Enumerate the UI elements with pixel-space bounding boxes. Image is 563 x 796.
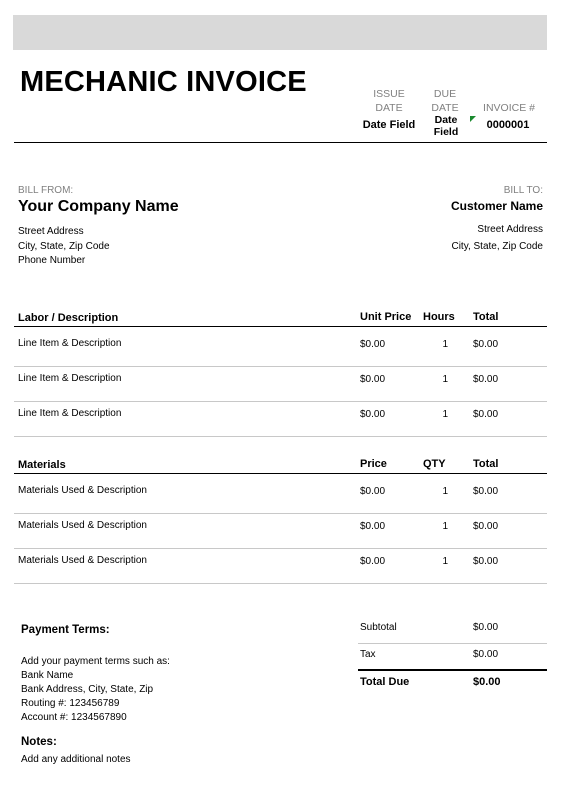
materials-row-1-description[interactable]: Materials Used & Description xyxy=(18,485,147,496)
labor-row-1-total: $0.00 xyxy=(473,339,499,350)
comment-marker-icon xyxy=(470,116,476,122)
labor-row-3-total: $0.00 xyxy=(473,409,499,420)
labor-row-3-unit-price[interactable]: $0.00 xyxy=(360,409,386,420)
invoice-title: MECHANIC INVOICE xyxy=(20,66,307,98)
from-phone-number[interactable]: Phone Number xyxy=(18,255,86,266)
issue-date-label-line2: DATE xyxy=(375,102,403,114)
materials-row-1-total: $0.00 xyxy=(473,486,499,497)
due-date-field[interactable] xyxy=(428,114,464,136)
from-street-address[interactable]: Street Address xyxy=(18,226,84,237)
labor-row-3-divider xyxy=(14,436,547,437)
materials-row-3-divider xyxy=(14,583,547,584)
labor-header-description: Labor / Description xyxy=(18,312,119,324)
labor-row-2-hours[interactable]: 1 xyxy=(442,374,448,385)
issue-date-label-line1: ISSUE xyxy=(373,88,405,100)
subtotal-value: $0.00 xyxy=(473,622,499,633)
header-divider xyxy=(14,142,547,143)
labor-header-hours: Hours xyxy=(423,311,455,323)
materials-row-3-total: $0.00 xyxy=(473,556,499,567)
payment-terms-intro[interactable]: Add your payment terms such as: xyxy=(21,656,170,667)
materials-header-total: Total xyxy=(473,458,499,470)
materials-row-1-price[interactable]: $0.00 xyxy=(360,486,386,497)
due-date-value-line1: Date xyxy=(434,114,458,126)
labor-row-3-hours[interactable]: 1 xyxy=(442,409,448,420)
labor-header-total: Total xyxy=(473,311,499,323)
payment-routing-number[interactable]: Routing #: 123456789 xyxy=(21,698,120,709)
to-city-state-zip[interactable]: City, State, Zip Code xyxy=(451,241,543,252)
materials-row-2-total: $0.00 xyxy=(473,521,499,532)
from-city-state-zip[interactable]: City, State, Zip Code xyxy=(18,241,110,252)
materials-row-2-description[interactable]: Materials Used & Description xyxy=(18,520,147,531)
labor-row-1-hours[interactable]: 1 xyxy=(442,339,448,350)
materials-header-rule xyxy=(14,473,547,474)
materials-header-qty: QTY xyxy=(423,458,446,470)
due-date-label-line2: DATE xyxy=(431,102,459,114)
labor-row-1-divider xyxy=(14,366,547,367)
top-bar xyxy=(13,15,547,50)
materials-row-1-divider xyxy=(14,513,547,514)
materials-row-3-price[interactable]: $0.00 xyxy=(360,556,386,567)
subtotal-divider xyxy=(358,643,547,644)
payment-bank-name[interactable]: Bank Name xyxy=(21,670,74,681)
invoice-number-label: INVOICE # xyxy=(483,102,535,114)
company-name[interactable]: Your Company Name xyxy=(18,198,179,215)
notes-text[interactable]: Add any additional notes xyxy=(21,754,131,765)
tax-label: Tax xyxy=(360,649,376,660)
total-due-rule xyxy=(358,669,547,671)
tax-value[interactable]: $0.00 xyxy=(473,649,499,660)
labor-header-rule xyxy=(14,326,547,327)
notes-title: Notes: xyxy=(21,736,57,748)
bill-from-label: BILL FROM: xyxy=(18,185,74,196)
customer-name[interactable]: Customer Name xyxy=(450,199,543,213)
materials-row-2-divider xyxy=(14,548,547,549)
to-street-address[interactable]: Street Address xyxy=(477,224,543,235)
materials-header-price: Price xyxy=(360,458,387,470)
subtotal-label: Subtotal xyxy=(360,622,397,633)
labor-row-1-unit-price[interactable]: $0.00 xyxy=(360,339,386,350)
payment-bank-address[interactable]: Bank Address, City, State, Zip xyxy=(21,684,154,695)
materials-row-2-price[interactable]: $0.00 xyxy=(360,521,386,532)
due-date-label-line1: DUE xyxy=(433,88,457,100)
issue-date-label xyxy=(368,87,410,115)
labor-row-2-unit-price[interactable]: $0.00 xyxy=(360,374,386,385)
payment-account-number[interactable]: Account #: 1234567890 xyxy=(21,712,127,723)
materials-row-3-description[interactable]: Materials Used & Description xyxy=(18,555,147,566)
materials-row-1-qty[interactable]: 1 xyxy=(442,486,448,497)
materials-row-3-qty[interactable]: 1 xyxy=(442,556,448,567)
labor-row-2-total: $0.00 xyxy=(473,374,499,385)
bill-to-label: BILL TO: xyxy=(503,185,543,196)
labor-row-3-description[interactable]: Line Item & Description xyxy=(18,408,122,419)
due-date-label xyxy=(426,87,464,115)
materials-header-description: Materials xyxy=(18,459,66,471)
total-due-label: Total Due xyxy=(360,676,410,688)
labor-header-unit-price: Unit Price xyxy=(360,311,412,323)
labor-row-2-divider xyxy=(14,401,547,402)
invoice-number-field[interactable]: 0000001 xyxy=(486,119,530,131)
due-date-value-line2: Field xyxy=(433,126,459,136)
materials-row-2-qty[interactable]: 1 xyxy=(442,521,448,532)
total-due-value: $0.00 xyxy=(473,676,501,688)
labor-row-2-description[interactable]: Line Item & Description xyxy=(18,373,122,384)
labor-row-1-description[interactable]: Line Item & Description xyxy=(18,338,122,349)
payment-terms-title: Payment Terms: xyxy=(21,624,110,636)
issue-date-field[interactable]: Date Field xyxy=(362,119,416,131)
